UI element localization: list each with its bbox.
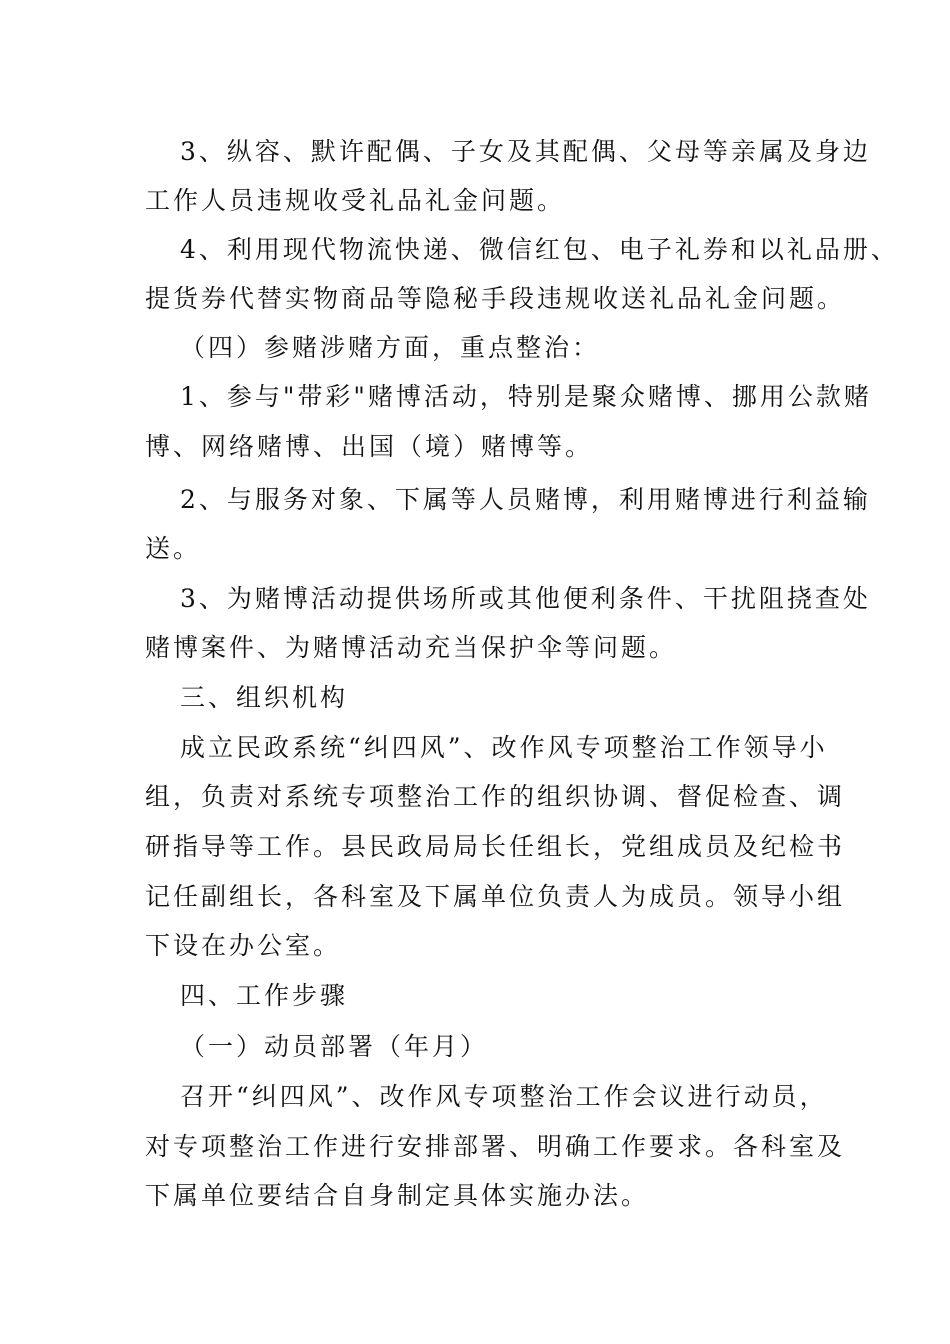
text-line: 赌博案件、为赌博活动充当保护伞等问题。 xyxy=(145,633,678,662)
text-line: 对专项整治工作进行安排部署、明确工作要求。各科室及 xyxy=(145,1132,846,1161)
text-line: 成立民政系统“纠四风”、改作风专项整治工作领导小 xyxy=(180,733,828,762)
text-line: 下设在办公室。 xyxy=(145,931,342,960)
text-line: 1、参与"带彩"赌博活动，特别是聚众赌博、挪用公款赌 xyxy=(180,382,872,411)
section-heading: （一）动员部署（年月） xyxy=(180,1032,489,1061)
text-line: 组，负责对系统专项整治工作的组织协调、督促检查、调 xyxy=(145,782,846,811)
text-line: 召开“纠四风”、改作风专项整治工作会议进行动员， xyxy=(180,1082,828,1111)
text-line: 提货券代替实物商品等隐秘手段违规收送礼品礼金问题。 xyxy=(145,284,846,313)
text-line: 工作人员违规收受礼品礼金问题。 xyxy=(145,186,566,215)
text-line: 3、纵容、默许配偶、子女及其配偶、父母等亲属及身边 xyxy=(180,137,871,166)
text-line: 3、为赌博活动提供场所或其他便利条件、干扰阻挠查处 xyxy=(180,584,871,613)
text-line: 研指导等工作。县民政局局长任组长，党组成员及纪检书 xyxy=(145,832,846,861)
text-line: 博、网络赌博、出国（境）赌博等。 xyxy=(145,432,594,461)
section-heading: 三、组织机构 xyxy=(180,683,349,712)
text-line: 记任副组长，各科室及下属单位负责人为成员。领导小组 xyxy=(145,882,846,911)
text-line: 2、与服务对象、下属等人员赌博，利用赌博进行利益输 xyxy=(180,485,871,514)
text-line: 下属单位要结合自身制定具体实施办法。 xyxy=(145,1181,650,1210)
text-line: 送。 xyxy=(145,534,202,563)
section-heading: （四）参赌涉赌方面，重点整治： xyxy=(180,333,601,362)
text-line: 4、利用现代物流快递、微信红包、电子礼券和以礼品册、 xyxy=(180,235,899,264)
section-heading: 四、工作步骤 xyxy=(180,981,349,1010)
